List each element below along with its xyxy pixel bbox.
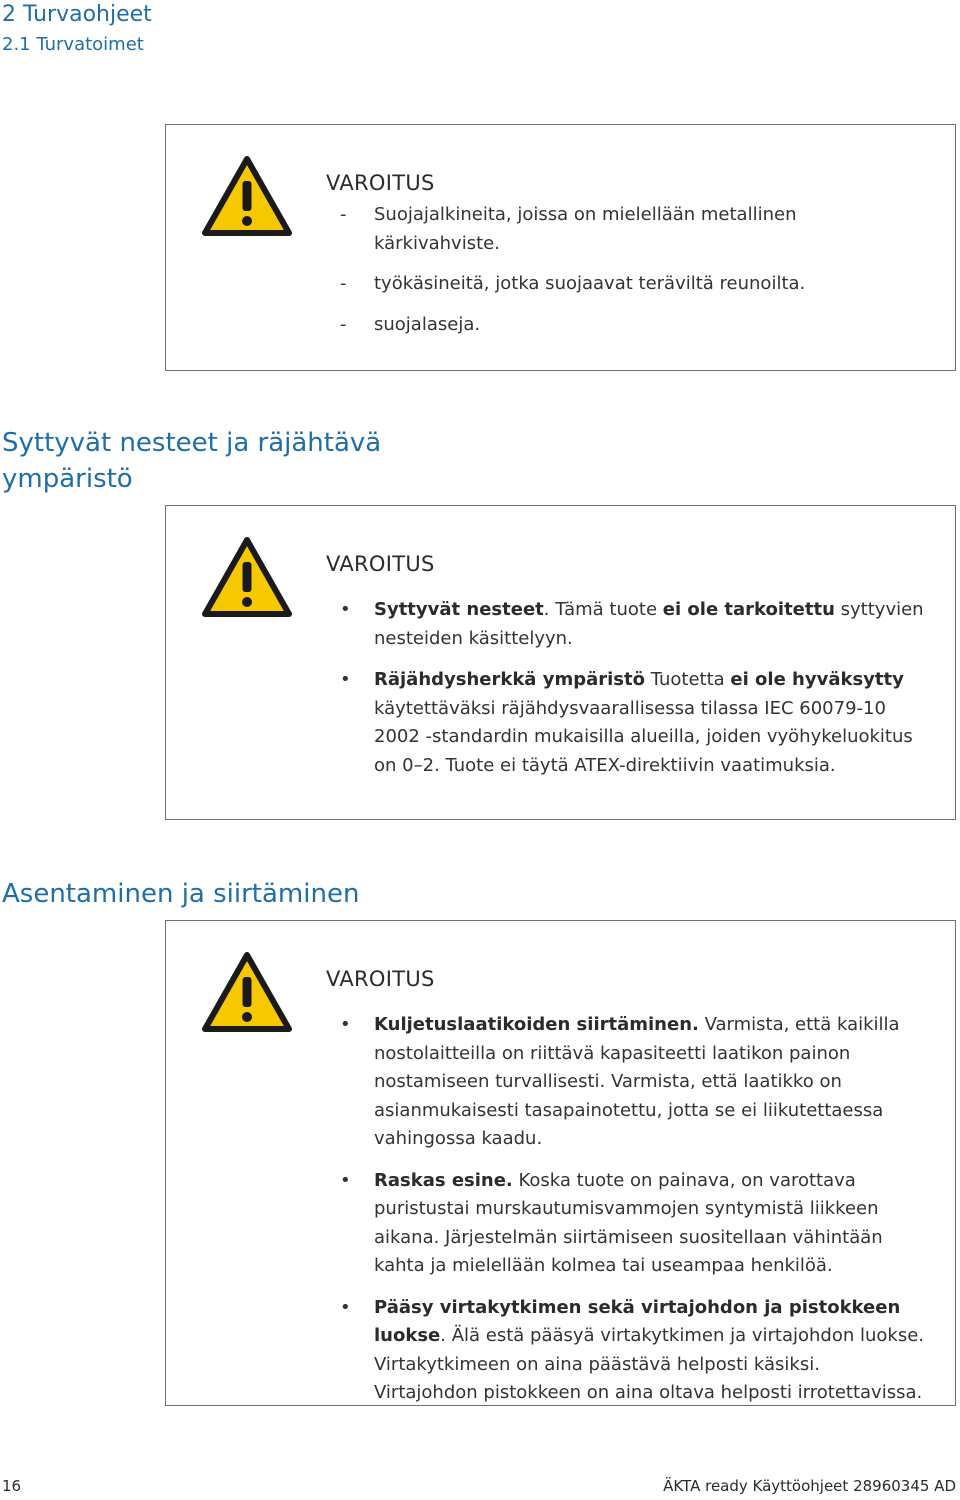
body-text: . Tämä tuote — [543, 599, 663, 620]
warning-list — [326, 1011, 926, 1421]
body-text: Suojajalkineita, joissa on mielellään metallinen kärkivahviste. — [374, 204, 797, 254]
warning-list — [326, 201, 916, 351]
body-text: Varmista, että kaikilla nostolaitteilla on riittävä kapasiteetti laatikon painon nostamiseen turvallisesti. Varmista, että laatikko on asianmukaisesti tasapainotettu, jotta se ei liikutettaessa vahingossa kaadu. — [374, 1014, 900, 1149]
warning-box-ppe — [165, 124, 956, 371]
list-item — [326, 596, 926, 653]
warning-title: VAROITUS — [326, 171, 435, 195]
body-text: Tuotetta — [644, 669, 731, 690]
warning-title: VAROITUS — [326, 552, 435, 576]
document-reference: ÄKTA ready Käyttöohjeet 28960345 AD — [663, 1477, 956, 1495]
emphasis-text: Kuljetuslaatikoiden siirtäminen. — [374, 1014, 699, 1035]
body-text: suojalaseja. — [374, 313, 481, 335]
list-marker: • — [340, 1014, 351, 1035]
list-item — [326, 270, 916, 299]
chapter-header: 2 Turvaohjeet — [2, 2, 152, 27]
list-item — [326, 666, 926, 780]
list-marker: • — [340, 1169, 351, 1191]
section-header: 2.1 Turvatoimet — [2, 34, 144, 55]
heading-installation: Asentaminen ja siirtäminen — [2, 879, 360, 909]
list-item — [326, 201, 916, 258]
body-text: . Älä estä pääsyä virtakytkimen ja virtajohdon luokse. Virtakytkimeen on aina päästävä helposti käsiksi. Virtajohdon pistokkeen on aina oltava helposti irrotettavissa. — [374, 1325, 924, 1403]
emphasis-text: Raskas esine. — [374, 1169, 513, 1191]
warning-box-flammable — [165, 505, 956, 820]
warning-list — [326, 596, 926, 793]
list-marker: - — [340, 273, 347, 294]
list-marker: • — [340, 599, 351, 620]
warning-triangle-icon — [201, 951, 293, 1033]
emphasis-text: ei ole hyväksytty — [730, 669, 904, 690]
warning-box-installation — [165, 920, 956, 1406]
emphasis-text: Pääsy virtakytkimen sekä virtajohdon ja pistokkeen luokse — [374, 1296, 901, 1346]
heading-flammable: Syttyvät nesteet ja räjähtävä ympäristö — [2, 428, 382, 494]
list-item — [326, 311, 916, 340]
emphasis-text: Syttyvät nesteet — [374, 599, 544, 620]
list-marker: - — [340, 313, 347, 335]
warning-triangle-icon — [201, 155, 293, 237]
warning-title: VAROITUS — [326, 967, 435, 991]
list-marker: • — [340, 669, 351, 690]
emphasis-text: Räjähdysherkkä ympäristö — [374, 669, 645, 690]
list-marker: - — [340, 204, 347, 225]
warning-triangle-icon — [201, 536, 293, 618]
list-item — [326, 1294, 926, 1408]
emphasis-text: ei ole tarkoitettu — [662, 599, 835, 620]
body-text: käytettäväksi räjähdysvaarallisessa tilassa IEC 60079-10 2002 -standardin mukaisilla alueilla, joiden vyöhykeluokitus on 0–2. Tuote ei täytä ATEX-direktiivin vaatimuksia. — [374, 697, 913, 776]
list-marker: • — [340, 1296, 351, 1318]
body-text: Koska tuote on painava, on varottava puristustai murskautumisvammojen syntymistä liikkeen aikana. Järjestelmän siirtämiseen suositellaan vähintään kahta ja mielellään kolmea tai useampaa henkilöä. — [374, 1169, 883, 1276]
list-item — [326, 1011, 926, 1154]
body-text: työkäsineitä, jotka suojaavat teräviltä reunoilta. — [374, 273, 806, 294]
list-item — [326, 1167, 926, 1281]
page-number: 16 — [2, 1477, 22, 1495]
body-text: syttyvien nesteiden käsittelyyn. — [374, 599, 924, 649]
